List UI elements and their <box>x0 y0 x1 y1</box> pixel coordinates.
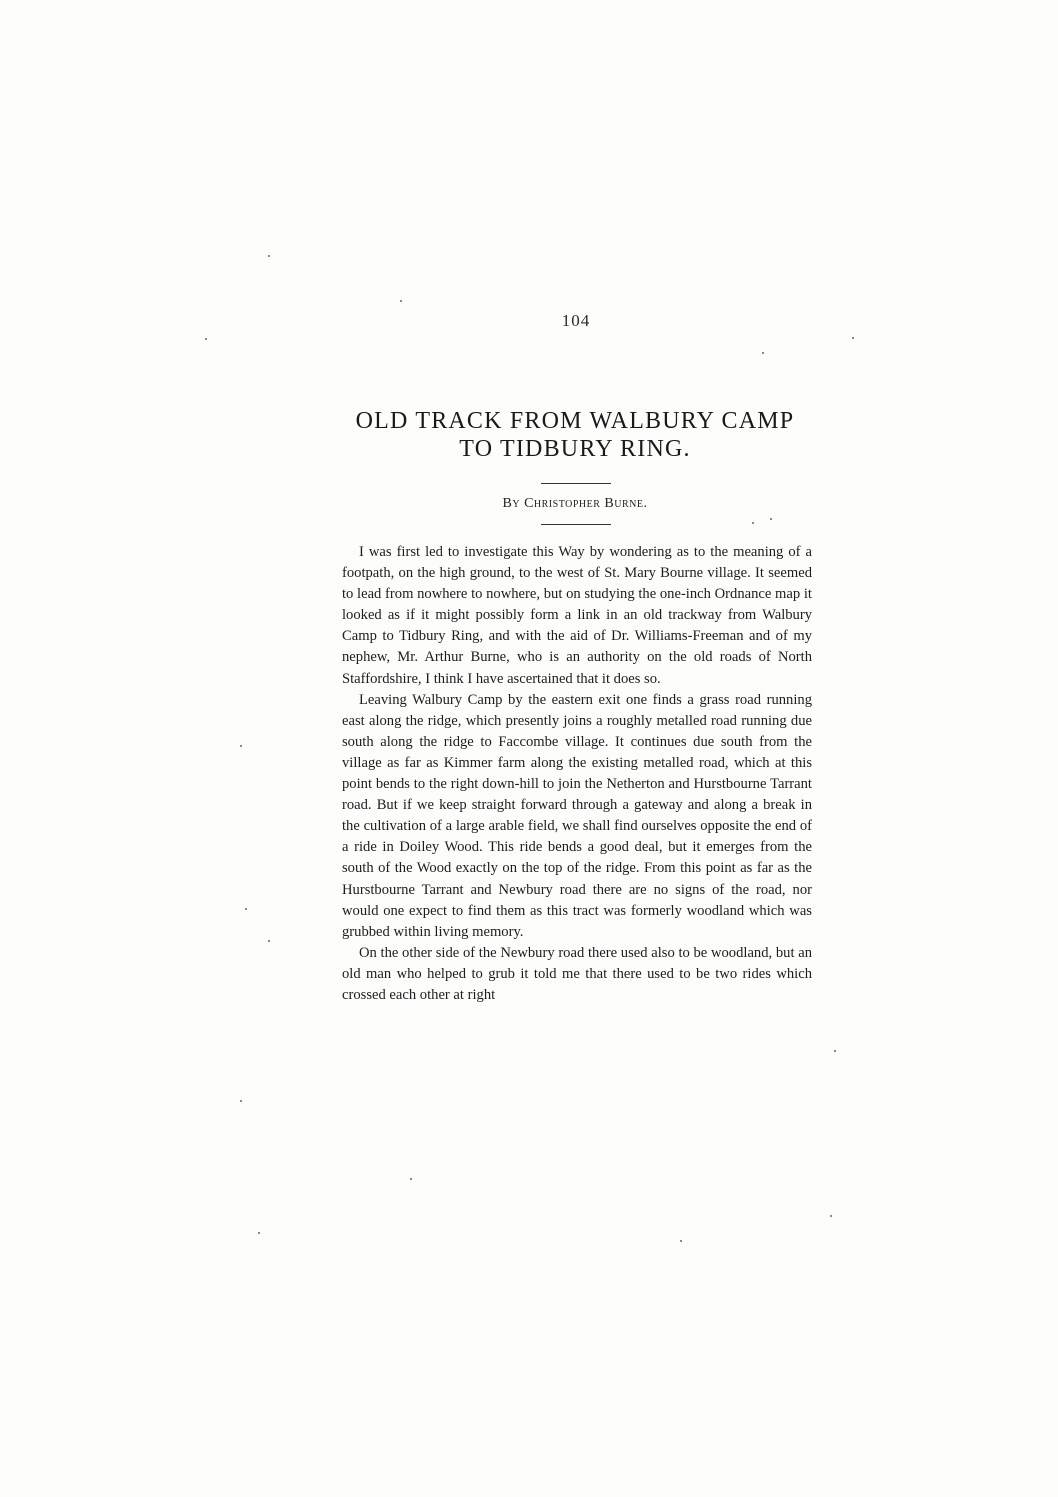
paragraph-2: Leaving Walbury Camp by the eastern exit one finds a grass road running east along the ridge, which presently joins a roughly metalled road running due south along the ridge to Faccombe village. It continues due south from the village as far as Kimmer farm along the existing metalled road, which at this point bends to the right down-hill to join the Netherton and Hurstbourne Tarrant road. But if we keep straight forward through a gateway and along a break in the cultivation of a large arable field, we shall find ourselves opposite the end of a ride in Doiley Wood. This ride bends a good deal, but it emerges from the south of the Wood exactly on the top of the ridge. From this point as far as the Hurstbourne Tarrant and Newbury road there are no signs of the road, nor would one expect to find them as this tract was formerly woodland which was grubbed within living memory. <box>342 691 812 940</box>
scan-speck <box>762 352 764 354</box>
scan-speck <box>205 338 207 340</box>
title-line-1: OLD TRACK FROM WALBURY CAMP <box>355 408 795 434</box>
scan-speck <box>268 255 270 257</box>
scan-speck <box>830 1215 832 1217</box>
scan-speck <box>258 1232 260 1234</box>
article-title <box>330 407 820 463</box>
scan-speck <box>400 300 402 302</box>
scan-speck <box>410 1178 412 1180</box>
scan-speck <box>240 1100 242 1102</box>
scan-speck <box>770 518 772 520</box>
scan-speck <box>268 940 270 942</box>
scan-speck <box>852 337 854 339</box>
title-rule-bottom <box>541 524 611 525</box>
scan-speck <box>834 1050 836 1052</box>
scan-speck <box>245 908 247 910</box>
paragraph-3: On the other side of the Newbury road there used also to be woodland, but an old man who helped to grub it told me that there used to be two rides which crossed each other at right <box>342 944 812 1003</box>
scan-speck <box>752 522 754 524</box>
title-rule-top <box>541 483 611 484</box>
article-body <box>342 542 812 1006</box>
scan-speck <box>240 745 242 747</box>
author-byline: By Christopher Burne. <box>502 496 648 511</box>
page-number: 104 <box>561 311 591 330</box>
scan-speck <box>680 1240 682 1242</box>
paragraph-1: I was first led to investigate this Way by wondering as to the meaning of a footpath, on the high ground, to the west of St. Mary Bourne village. It seemed to lead from nowhere to nowhere, but on studying the one-inch Ordnance map it looked as if it might possibly form a link in an old trackway from Walbury Camp to Tidbury Ring, and with the aid of Dr. Williams-Freeman and of my nephew, Mr. Arthur Burne, who is an authority on the old roads of North Staffordshire, I think I have ascertained that it does so. <box>342 544 812 687</box>
title-line-2: TO TIDBURY RING. <box>459 436 691 462</box>
